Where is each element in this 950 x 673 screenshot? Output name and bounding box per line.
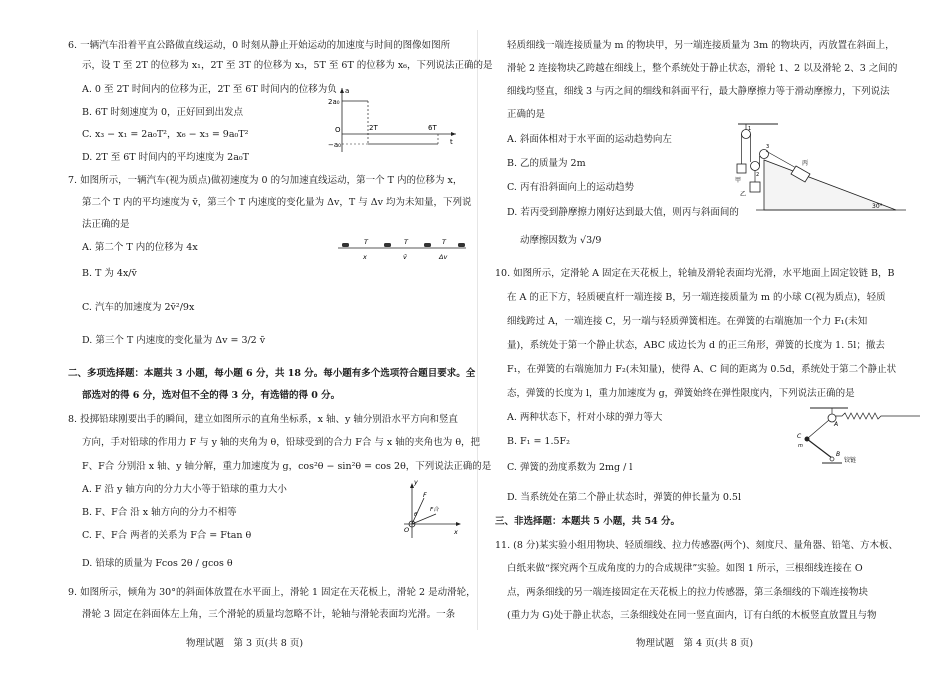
q8-option-a[interactable]: A. F 沿 y 轴方向的分力大小等于铅球的重力大小 — [82, 484, 287, 495]
label-neg-a0: −a₀ — [328, 141, 341, 149]
q6-option-a[interactable]: A. 0 至 2T 时间内的位移为正，2T 至 6T 时间内的位移为负 — [82, 84, 337, 95]
label-a: a — [345, 87, 350, 95]
right-page — [478, 0, 950, 673]
label-v: v̄ — [403, 253, 407, 261]
q9-cont-line-2: 滑轮 2 连接物块乙跨越在细线上，整个系统处于静止状态，滑轮 1、2 以及滑轮 2、3 之间的 — [507, 63, 898, 74]
q10-option-d[interactable]: D. 当系统处在第二个静止状态时，弹簧的伸长量为 0.5l — [507, 492, 741, 503]
block-jia — [737, 164, 746, 173]
label-6t: 6T — [428, 124, 437, 132]
q7-option-c[interactable]: C. 汽车的加速度为 2v̄²/9x — [82, 302, 195, 313]
q6-option-b[interactable]: B. 6T 时刻速度为 0，正好回到出发点 — [82, 107, 243, 118]
q11-text-line-1: 11. (8 分)某实验小组用物块、轻质细线、拉力传感器(两个)、刻度尺、量角器、铅笔、方木板、 — [495, 540, 899, 551]
q11-text-line-2: 白纸来做“探究两个互成角度的力的合成规律”实验。如图 1 所示，三根细线连接在 O — [507, 563, 863, 574]
label-o: O — [404, 526, 410, 534]
spring — [836, 413, 920, 419]
q9-cont-line-3: 细线均竖直，细线 3 与丙之间的细线和斜面平行，最大静摩擦力等于滑动摩擦力，下列说法 — [507, 86, 890, 97]
car-icon — [458, 243, 465, 247]
q9-cont-line-4: 正确的是 — [507, 109, 546, 120]
label-a: A — [834, 421, 839, 428]
label-1: 1 — [748, 126, 752, 132]
q7-option-d[interactable]: D. 第三个 T 内速度的变化量为 Δv = 3/2 v̄ — [82, 335, 266, 346]
pulley-3-icon — [760, 150, 769, 159]
q9-option-d-cont: 动摩擦因数为 √3/9 — [520, 235, 602, 246]
pulley-2-icon — [751, 162, 760, 171]
q8-option-d[interactable]: D. 铅球的质量为 Fcos 2θ / gcos θ — [82, 558, 233, 569]
section-2-heading: 二、多项选择题：本题共 3 小题，每小题 6 分，共 18 分。每小题有多个选项符合题目要求。全 — [68, 368, 476, 379]
q8-text-line-2: 方向，手对铅球的作用力 F 与 y 轴的夹角为 θ，铅球受到的合力 F合 与 x 轴的夹角也为 θ，把 — [82, 437, 481, 448]
q9-cont-line-1: 轻质细线一端连接质量为 m 的物块甲，另一端连接质量为 3m 的物块丙，丙放置在斜面上， — [507, 40, 895, 51]
rod-bc — [807, 439, 832, 458]
q7-text-line-1: 7. 如图所示，一辆汽车(视为质点)做初速度为 0 的匀加速直线运动，第一个 T 内的位移为 x， — [68, 175, 463, 186]
label-2a0: 2a₀ — [328, 98, 340, 106]
a-axis-arrow — [340, 88, 344, 93]
label-theta: θ — [414, 512, 418, 518]
q9-option-b[interactable]: B. 乙的质量为 2m — [507, 158, 586, 169]
q6-option-c[interactable]: C. x₃ − x₁ = 2a₀T²，x₆ − x₃ = 9a₀T² — [82, 129, 249, 140]
q6-option-d[interactable]: D. 2T 至 6T 时间内的平均速度为 2a₀T — [82, 152, 250, 163]
rope-ac — [808, 420, 829, 438]
q7-option-a[interactable]: A. 第二个 T 内的位移为 4x — [82, 242, 198, 253]
q10-text-line-3: 细线跨过 A，一端连接 C，另一端与轻质弹簧相连。在弹簧的右端施加一个力 F₁(未知 — [507, 316, 868, 327]
label-m: m — [798, 443, 803, 449]
t-axis-arrow — [451, 132, 456, 136]
q9-option-a[interactable]: A. 斜面体相对于水平面的运动趋势向左 — [507, 134, 672, 145]
q8-text-line-3: F、F合 分别沿 x 轴、y 轴分解，重力加速度为 g，cos²θ − sin²θ = cos 2θ，下列说法正确的是 — [82, 461, 492, 472]
label-fhe: F合 — [430, 507, 439, 513]
q10-text-line-6: 态，弹簧的长度为 l，重力加速度为 g，弹簧始终在弹性限度内，下列说法正确的是 — [507, 388, 855, 399]
q10-text-line-1: 10. 如图所示，定滑轮 A 固定在天花板上，轮轴及滑轮表面均光滑，水平地面上固定铰链 B，B — [495, 268, 895, 279]
q7-text-line-2: 第二个 T 内的平均速度为 v̄，第三个 T 内速度的变化量为 Δv，T 与 Δv 均为未知量，下列说 — [82, 197, 472, 208]
label-t2: T — [404, 238, 408, 246]
label-t3: T — [442, 238, 446, 246]
q10-text-line-5: F₁，在弹簧的右端施加力 F₂(未知量)，使得 A、C 间的距离为 0.5d，系统处于第二个静止状 — [507, 364, 897, 375]
car-icon — [342, 243, 349, 247]
label-c: C — [797, 433, 802, 440]
hinge-b — [830, 457, 834, 461]
label-angle: 30° — [872, 203, 883, 210]
section-3-heading: 三、非选择题：本题共 5 小题，共 54 分。 — [495, 516, 681, 527]
label-x: x — [454, 528, 458, 536]
label-y: y — [414, 478, 418, 486]
q7-text-line-3: 法正确的是 — [82, 219, 130, 230]
label-2t: 2T — [369, 124, 378, 132]
label-b: B — [836, 451, 841, 458]
q11-text-line-4: (重力为 G)处于静止状态，三条细线处在同一竖直面内，订有白纸的木板竖直放置且与物 — [507, 610, 877, 621]
q10-option-c[interactable]: C. 弹簧的劲度系数为 2mg / l — [507, 462, 633, 473]
q7-option-b[interactable]: B. T 为 4x/v̄ — [82, 268, 137, 279]
q6-text-line-1: 6. 一辆汽车沿着平直公路做直线运动，0 时刻从静止开始运动的加速度与时间的图像如图所 — [68, 40, 451, 51]
q10-text-line-2: 在 A 的正下方，轻质硬直杆一端连接 B，另一端连接质量为 m 的小球 C(视为质点)，轻质 — [507, 292, 886, 303]
q10-text-line-4: 量)，系统处于第一个静止状态，ABC 成边长为 d 的正三角形，弹簧的长度为 1. 5l；撤去 — [507, 340, 885, 351]
label-x: x — [363, 253, 367, 261]
q6-text-line-2: 示，设 T 至 2T 的位移为 x₁，2T 至 3T 的位移为 x₃，5T 至 6T 的位移为 x₆，下列说法正确的是 — [82, 60, 493, 71]
label-2: 2 — [756, 172, 760, 178]
q7-car-figure — [336, 236, 468, 262]
q9-text-line-1: 9. 如图所示，倾角为 30°的斜面体放置在水平面上，滑轮 1 固定在天花板上，滑轮 2 是动滑轮， — [68, 587, 476, 598]
q10-option-a[interactable]: A. 两种状态下，杆对小球的弹力等大 — [507, 412, 663, 423]
block-yi — [750, 182, 760, 192]
footer-page-3: 物理试题 第 3 页(共 8 页) — [186, 638, 304, 649]
q8-option-c[interactable]: C. F、F合 两者的关系为 F合 = Ftan θ — [82, 530, 252, 541]
q10-option-b[interactable]: B. F₁ = 1.5F₂ — [507, 436, 570, 447]
q9-option-c[interactable]: C. 丙有沿斜面向上的运动趋势 — [507, 182, 634, 193]
label-f: F — [423, 491, 427, 499]
label-3: 3 — [766, 144, 770, 150]
q8-text-line-1: 8. 投掷铅球刚要出手的瞬间，建立如图所示的直角坐标系，x 轴、y 轴分别沿水平方向和竖直 — [68, 414, 458, 425]
label-yi: 乙 — [740, 191, 747, 198]
q9-option-d[interactable]: D. 若丙受到静摩擦力刚好达到最大值，则丙与斜面间的 — [507, 207, 739, 218]
q8-force-figure — [394, 480, 464, 540]
q9-pulley-figure — [736, 118, 932, 218]
label-t1: T — [364, 238, 368, 246]
section-2-heading-cont: 部选对的得 6 分，选对但不全的得 3 分，有选错的得 0 分。 — [82, 390, 341, 401]
q8-option-b[interactable]: B. F、F合 沿 x 轴方向的分力不相等 — [82, 507, 237, 518]
label-origin: O — [335, 126, 341, 134]
car-icon — [384, 243, 391, 247]
q11-text-line-3: 点，两条细线的另一端连接固定在天花板上的拉力传感器，第三条细线的下端连接物块 — [507, 587, 869, 598]
x-axis-arrow — [456, 522, 461, 526]
label-dv: Δv — [439, 253, 448, 261]
car-icon — [424, 243, 431, 247]
q6-acceleration-graph — [328, 86, 458, 156]
label-t: t — [450, 138, 453, 146]
label-bing: 丙 — [802, 160, 809, 167]
label-hinge: 铰链 — [844, 457, 857, 464]
q10-spring-figure — [780, 404, 930, 470]
label-jia: 甲 — [735, 177, 742, 184]
footer-page-4: 物理试题 第 4 页(共 8 页) — [636, 638, 754, 649]
q9-text-line-2: 滑轮 3 固定在斜面体左上角，三个滑轮的质量均忽略不计，轮轴与滑轮表面均光滑。一条 — [82, 609, 456, 620]
